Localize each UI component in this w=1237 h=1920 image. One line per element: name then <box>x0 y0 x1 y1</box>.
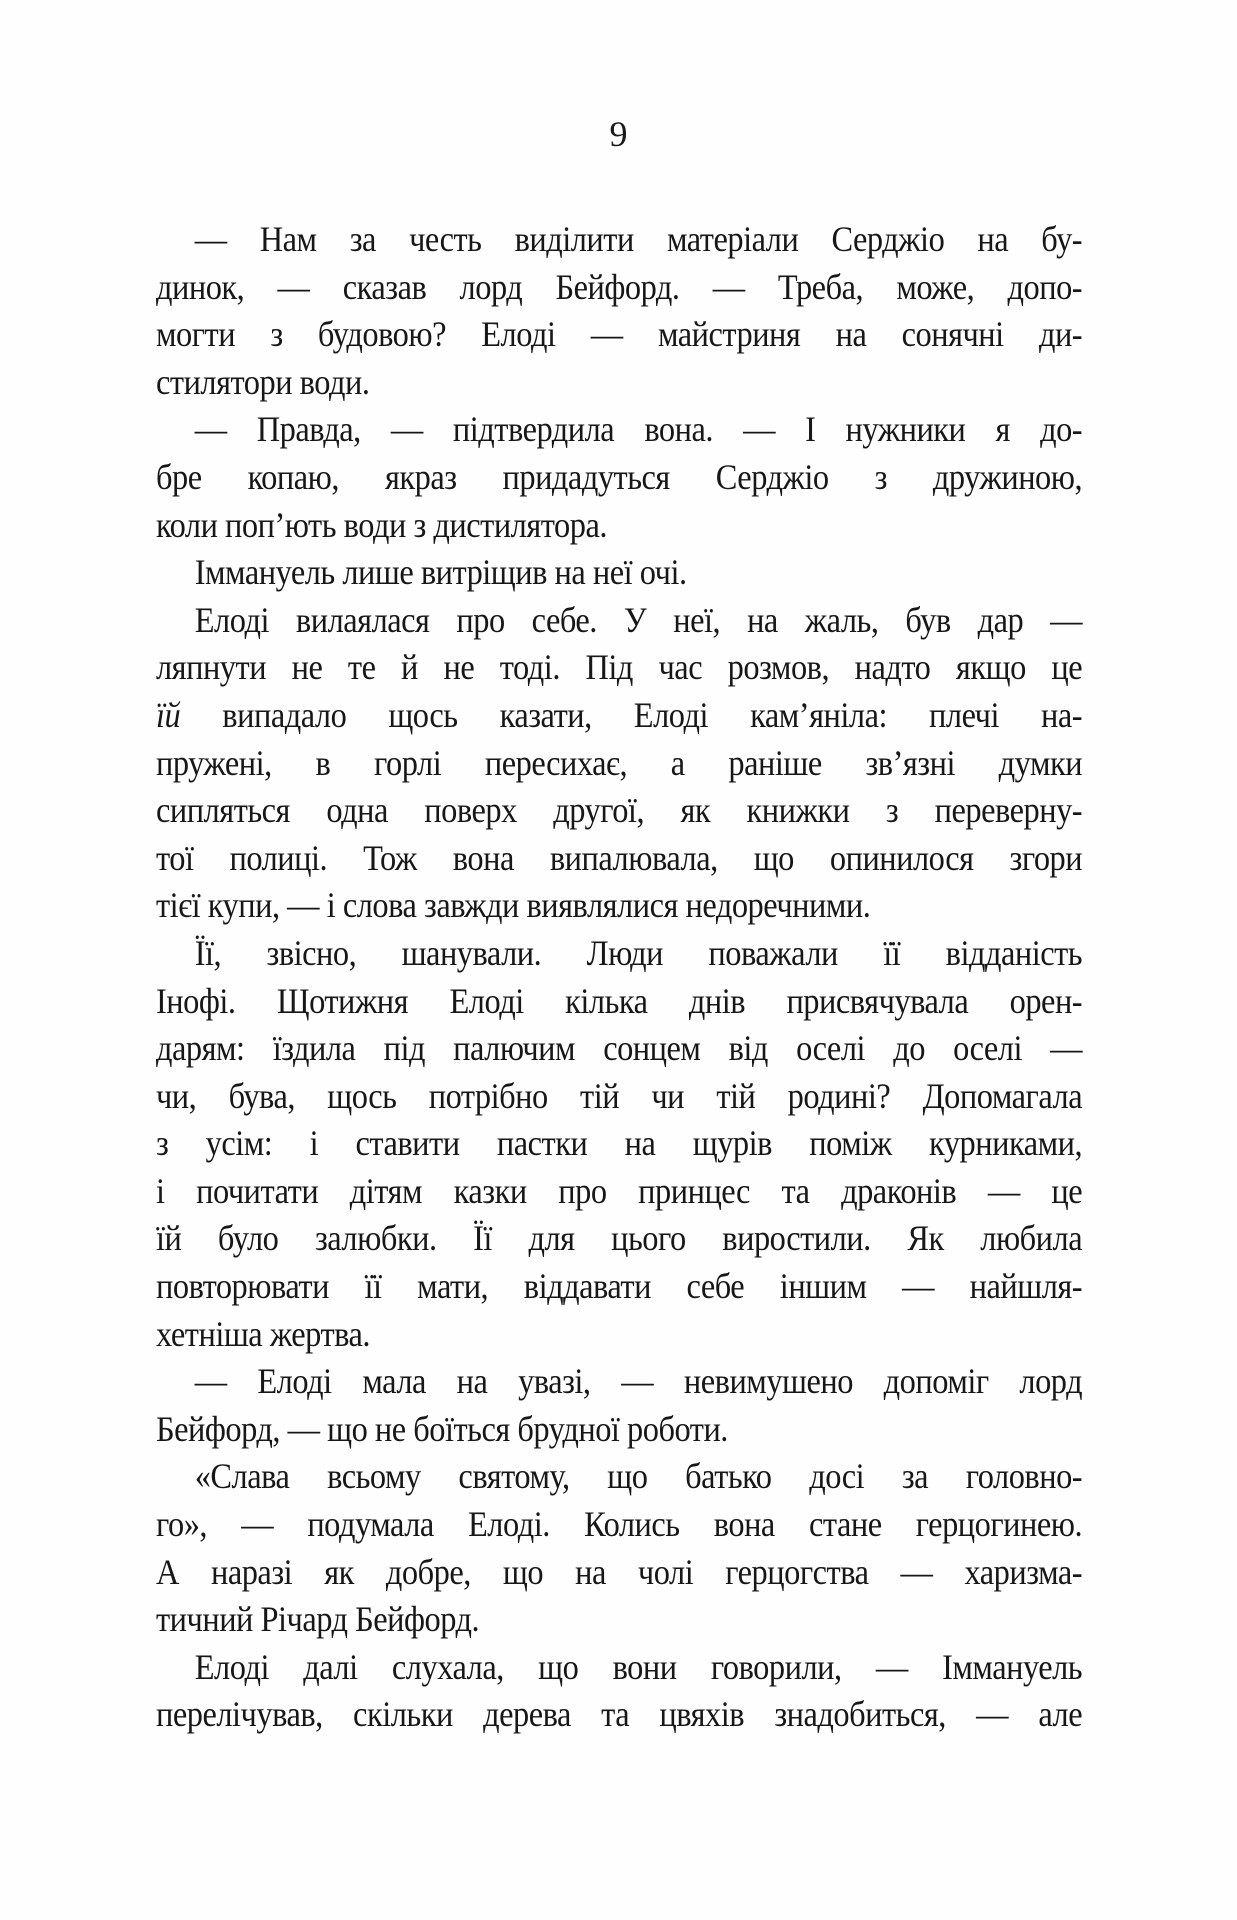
text-run: пружені, в горлі пересихає, а раніше зв’язні думки <box>155 742 1082 783</box>
text-run: повторювати її мати, віддавати себе іншим — найшля- <box>155 1266 1082 1307</box>
text-line <box>156 1358 1082 1406</box>
text-line <box>156 1215 1082 1263</box>
text-line <box>156 1168 1082 1216</box>
text-run: го», — подумала Елоді. Колись вона стане герцогинею. <box>155 1504 1082 1545</box>
text-line <box>156 1073 1082 1121</box>
text-run: — Правда, — підтвердила вона. — І нужники я до- <box>194 409 1082 450</box>
text-run: з усім: і ставити пастки на щурів поміж курниками, <box>155 1123 1082 1164</box>
text-line <box>156 216 1082 264</box>
text-line <box>156 1501 1082 1549</box>
text-run: динок, — сказав лорд Бейфорд. — Треба, може, допо- <box>155 266 1082 307</box>
text-line <box>156 359 1082 407</box>
text-run: тієї купи, — і слова завжди виявлялися недоречними. <box>155 885 870 926</box>
page-number: 9 <box>609 114 628 154</box>
text-run: могти з будовою? Елоді — майстриня на сонячні ди- <box>155 314 1082 355</box>
text-line <box>156 454 1082 502</box>
text-line <box>156 930 1082 978</box>
text-line <box>156 1120 1082 1168</box>
text-run: Бейфорд, — що не боїться брудної роботи. <box>155 1408 728 1449</box>
text-run: випадало щось казати, Елоді кам’яніла: плечі на- <box>179 694 1082 735</box>
text-run: Інофі. Щотижня Елоді кілька днів присвячувала орен- <box>155 980 1082 1021</box>
text-line <box>156 1453 1082 1501</box>
text-run: Іммануель лише витріщив на неї очі. <box>194 552 687 593</box>
text-run: стилятори води. <box>155 361 370 402</box>
text-run: коли поп’ють води з дистилятора. <box>155 504 607 545</box>
text-run: дарям: їздила під палючим сонцем від оселі до оселі — <box>155 1028 1082 1069</box>
text-line <box>156 978 1082 1026</box>
text-run: їй було залюбки. Її для цього виростили. Як любила <box>155 1218 1082 1259</box>
text-line <box>156 740 1082 788</box>
text-block <box>156 216 1082 1739</box>
text-run: — Елоді мала на увазі, — невимушено допоміг лорд <box>194 1361 1082 1402</box>
text-line <box>156 597 1082 645</box>
text-run: А наразі як добре, що на чолі герцогства — харизма- <box>155 1551 1082 1592</box>
text-run: сипляться одна поверх другої, як книжки з переверну- <box>155 790 1082 831</box>
text-line <box>156 1644 1082 1692</box>
text-line <box>156 1596 1082 1644</box>
text-run: — Нам за честь виділити матеріали Серджіо на бу- <box>194 219 1082 259</box>
text-line <box>156 406 1082 454</box>
text-line <box>156 502 1082 550</box>
text-line <box>156 1263 1082 1311</box>
text-line <box>156 644 1082 692</box>
text-run: перелічував, скільки дерева та цвяхів знадобиться, — але <box>155 1694 1082 1735</box>
text-run: Елоді вилаялася про себе. У неї, на жаль, був дар — <box>194 599 1082 640</box>
text-line <box>156 1549 1082 1597</box>
text-line <box>156 311 1082 359</box>
text-run: Елоді далі слухала, що вони говорили, — Іммануель <box>194 1646 1082 1687</box>
text-run: тичний Річард Бейфорд. <box>155 1599 479 1640</box>
text-run: і почитати дітям казки про принцес та драконів — це <box>155 1170 1082 1211</box>
text-line <box>156 835 1082 883</box>
text-run: тої полиці. Тож вона випалювала, що опинилося згори <box>155 837 1082 878</box>
text-line <box>156 882 1082 930</box>
text-line <box>156 787 1082 835</box>
text-line <box>156 1406 1082 1454</box>
text-run: хетніша жертва. <box>155 1313 370 1354</box>
text-run: бре копаю, якраз придадуться Серджіо з дружиною, <box>155 456 1082 497</box>
text-line <box>156 1691 1082 1739</box>
text-line <box>156 264 1082 312</box>
text-run: Її, звісно, шанували. Люди поважали її відданість <box>194 932 1082 973</box>
text-line <box>156 549 1082 597</box>
text-run: «Слава всьому святому, що батько досі за головно- <box>194 1456 1082 1497</box>
italic-text-run: їй <box>155 694 180 735</box>
text-line <box>156 1311 1082 1359</box>
text-line <box>156 1025 1082 1073</box>
text-run: чи, бува, щось потрібно тій чи тій родині? Допомагала <box>155 1075 1082 1116</box>
text-line <box>156 692 1082 740</box>
text-run: ляпнути не те й не тоді. Під час розмов, надто якщо це <box>155 647 1082 688</box>
